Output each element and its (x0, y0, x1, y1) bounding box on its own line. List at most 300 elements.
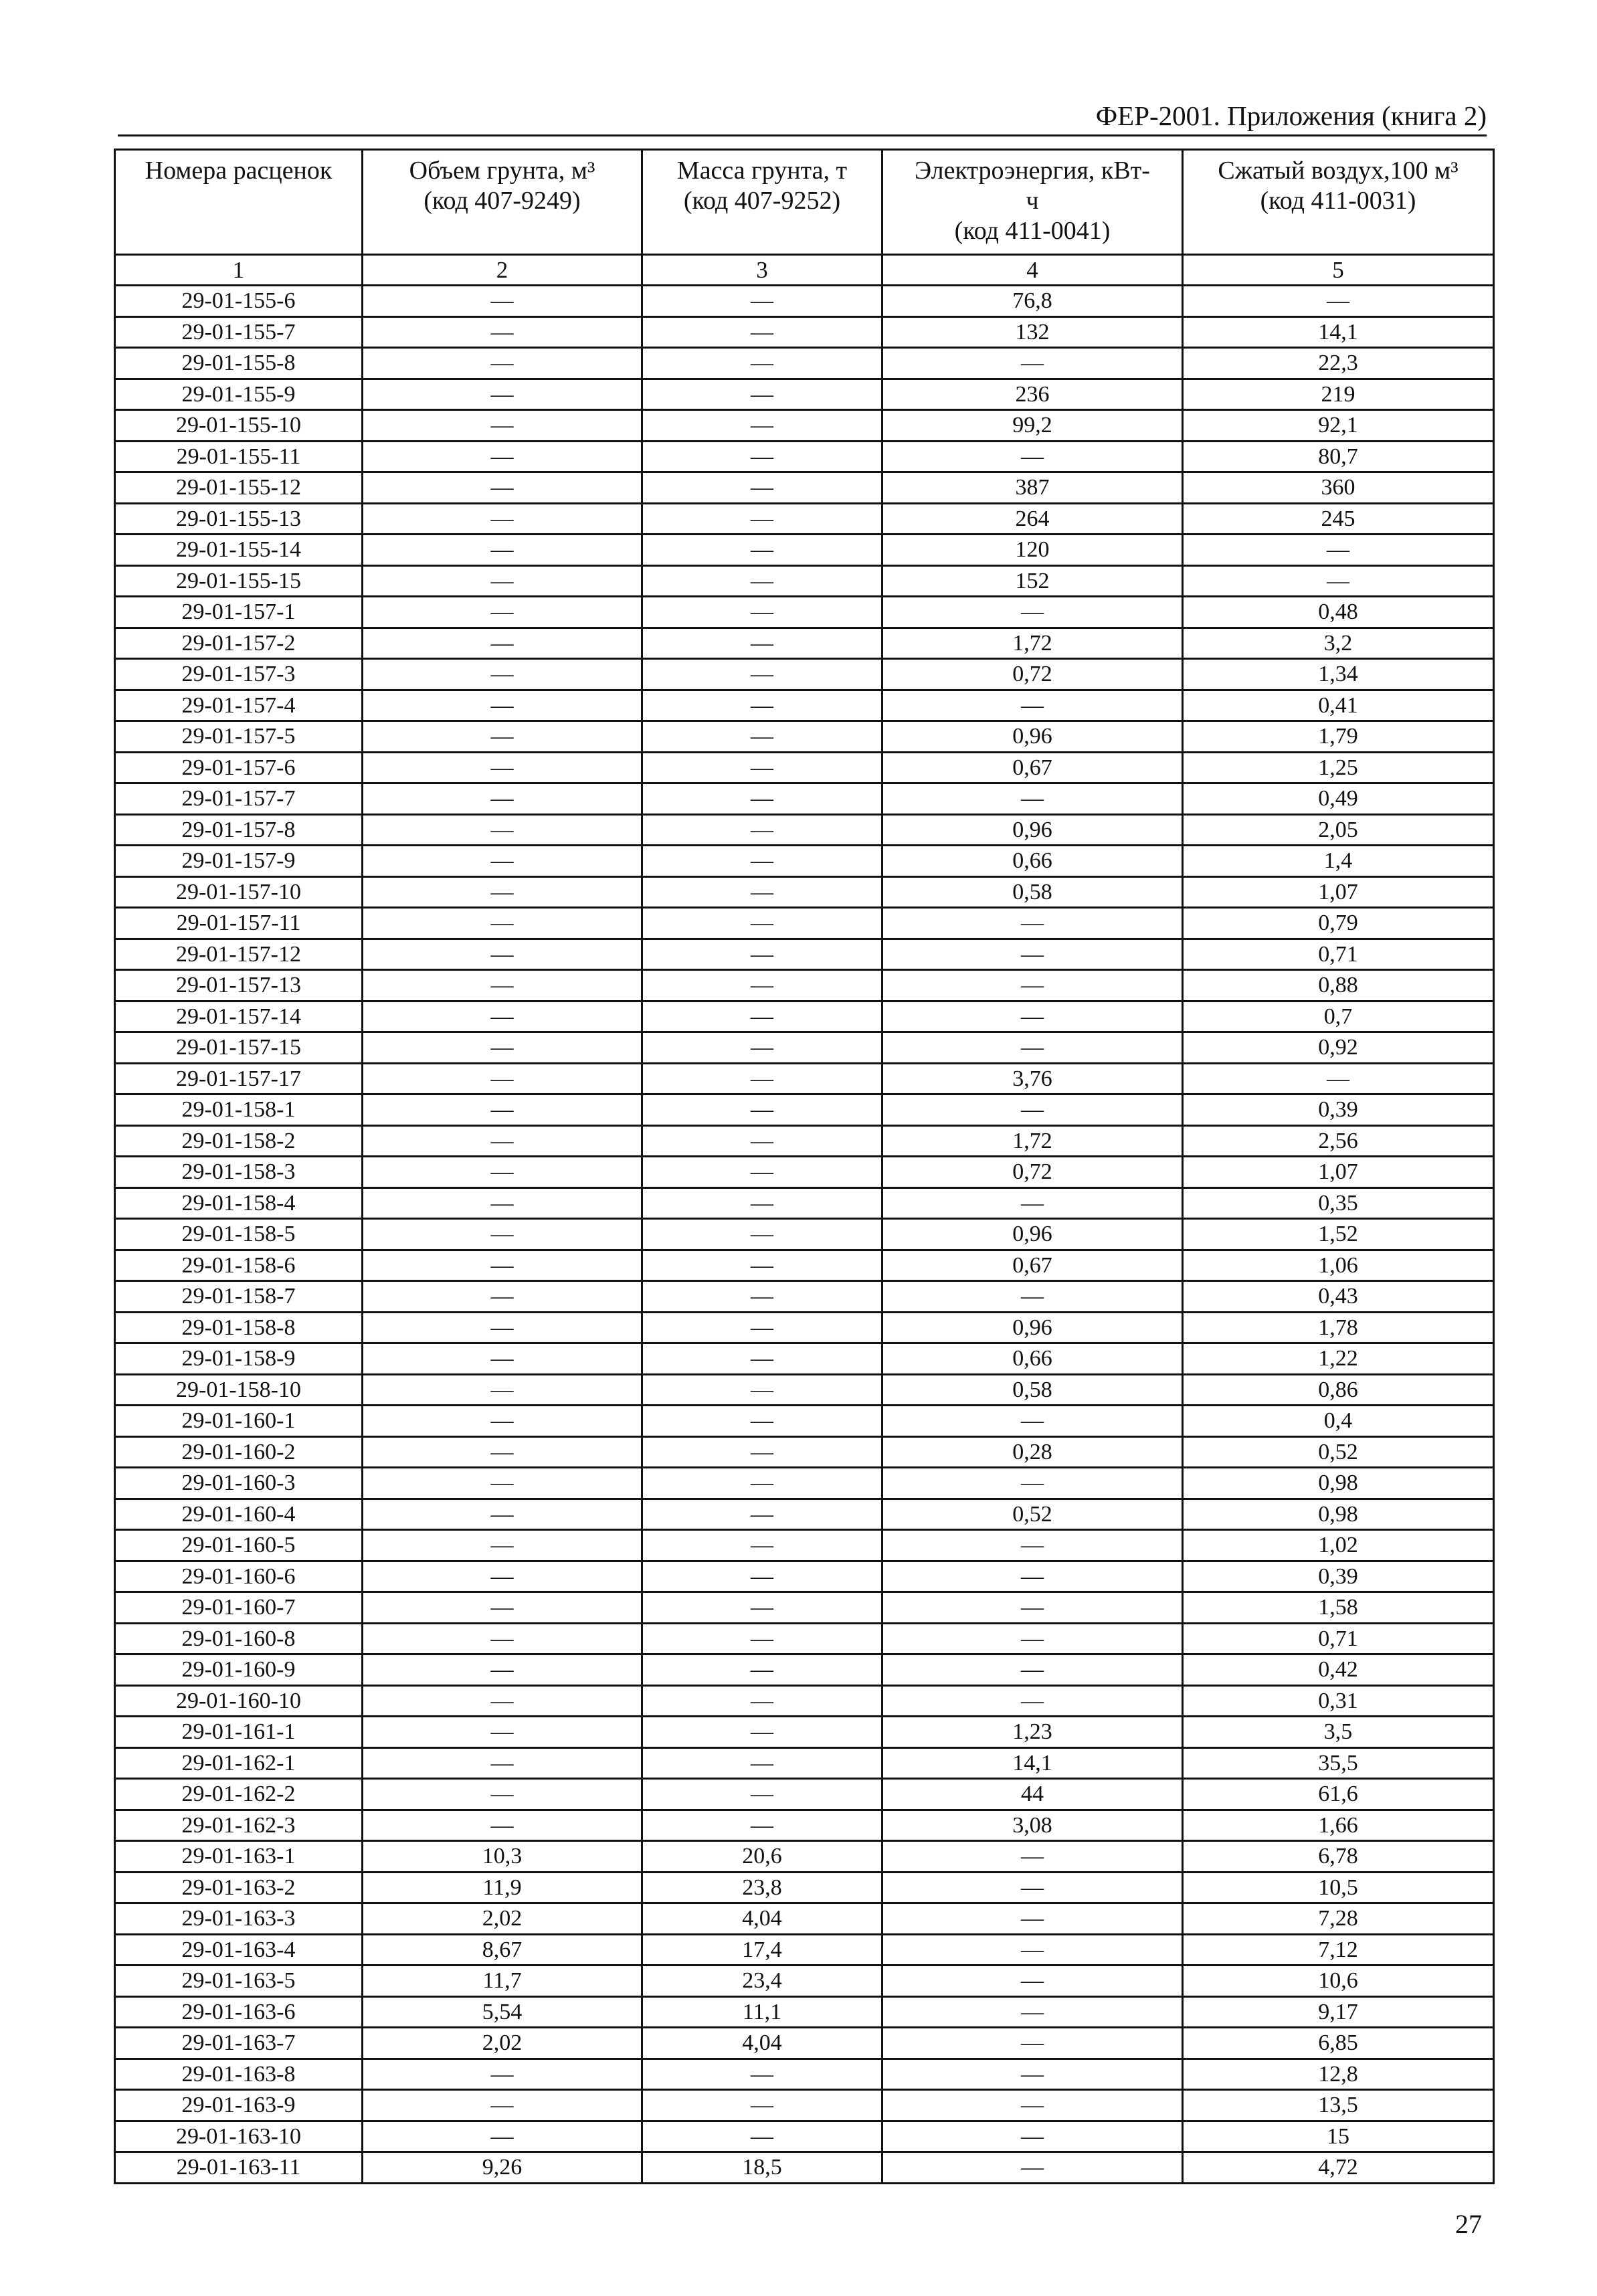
compressed-air-cell: 6,78 (1183, 1841, 1494, 1873)
compressed-air-cell: 6,85 (1183, 2028, 1494, 2059)
soil-mass-cell: — (642, 1250, 882, 1281)
compressed-air-cell: 1,02 (1183, 1530, 1494, 1561)
electricity-cell: — (882, 2059, 1183, 2090)
table-row (115, 1903, 1494, 1935)
soil-mass-cell: 18,5 (642, 2152, 882, 2184)
soil-mass-cell: — (642, 1561, 882, 1592)
table-row (115, 1623, 1494, 1654)
soil-mass-cell: — (642, 659, 882, 690)
soil-volume-cell: — (363, 1717, 642, 1748)
compressed-air-cell: — (1183, 535, 1494, 566)
soil-mass-cell: — (642, 1747, 882, 1779)
soil-volume-cell: — (363, 721, 642, 753)
soil-volume-cell: — (363, 1779, 642, 1810)
soil-volume-cell: — (363, 472, 642, 504)
electricity-cell: 99,2 (882, 410, 1183, 442)
soil-volume-cell: — (363, 1032, 642, 1064)
soil-volume-cell: 2,02 (363, 2028, 642, 2059)
soil-volume-cell: — (363, 535, 642, 566)
electricity-cell: 1,72 (882, 1125, 1183, 1157)
column-number: 2 (363, 255, 642, 286)
electricity-cell: 120 (882, 535, 1183, 566)
rate-number-cell: 29-01-158-10 (115, 1374, 363, 1406)
electricity-cell: — (882, 2121, 1183, 2152)
soil-mass-cell: — (642, 970, 882, 1001)
soil-mass-cell: — (642, 565, 882, 597)
rate-number-cell: 29-01-155-12 (115, 472, 363, 504)
electricity-cell: — (882, 970, 1183, 1001)
compressed-air-cell: 1,58 (1183, 1592, 1494, 1624)
soil-mass-cell: — (642, 1468, 882, 1499)
soil-volume-cell: — (363, 597, 642, 628)
rate-number-cell: 29-01-163-7 (115, 2028, 363, 2059)
electricity-cell: — (882, 1530, 1183, 1561)
soil-volume-cell: — (363, 1250, 642, 1281)
table-row (115, 1468, 1494, 1499)
rate-number-cell: 29-01-158-6 (115, 1250, 363, 1281)
electricity-cell: 76,8 (882, 286, 1183, 317)
compressed-air-cell: 0,48 (1183, 597, 1494, 628)
table-row (115, 1001, 1494, 1032)
soil-volume-cell: 11,7 (363, 1966, 642, 1997)
electricity-cell: — (882, 939, 1183, 970)
page-number: 27 (1455, 2209, 1482, 2239)
rate-number-cell: 29-01-155-13 (115, 503, 363, 535)
soil-volume-cell: — (363, 628, 642, 659)
soil-volume-cell: — (363, 286, 642, 317)
compressed-air-cell: 0,71 (1183, 1623, 1494, 1654)
table-row (115, 1032, 1494, 1064)
soil-mass-cell: — (642, 441, 882, 472)
electricity-cell: — (882, 1281, 1183, 1313)
table-row (115, 752, 1494, 783)
electricity-cell: 152 (882, 565, 1183, 597)
electricity-cell: — (882, 1468, 1183, 1499)
compressed-air-cell: 7,12 (1183, 1934, 1494, 1966)
electricity-cell: 132 (882, 316, 1183, 348)
soil-volume-cell: — (363, 1187, 642, 1219)
column-number: 1 (115, 255, 363, 286)
compressed-air-cell: 360 (1183, 472, 1494, 504)
soil-volume-cell: — (363, 1530, 642, 1561)
soil-mass-cell: — (642, 1436, 882, 1468)
compressed-air-cell: 0,52 (1183, 1436, 1494, 1468)
table-row (115, 2121, 1494, 2152)
soil-volume-cell: — (363, 752, 642, 783)
compressed-air-cell: 0,98 (1183, 1468, 1494, 1499)
electricity-cell: — (882, 1001, 1183, 1032)
compressed-air-cell: 1,66 (1183, 1810, 1494, 1841)
table-row (115, 379, 1494, 410)
soil-volume-cell: — (363, 2121, 642, 2152)
header-rule (118, 134, 1487, 136)
soil-mass-cell: — (642, 2059, 882, 2090)
rate-number-cell: 29-01-157-11 (115, 908, 363, 939)
rate-number-cell: 29-01-158-3 (115, 1157, 363, 1188)
electricity-cell: — (882, 783, 1183, 815)
electricity-cell: — (882, 2090, 1183, 2121)
table-row (115, 1779, 1494, 1810)
table-row (115, 2152, 1494, 2184)
soil-volume-cell: — (363, 2090, 642, 2121)
compressed-air-cell: 1,22 (1183, 1343, 1494, 1375)
soil-mass-cell: — (642, 939, 882, 970)
soil-volume-cell: — (363, 876, 642, 908)
table-row (115, 1654, 1494, 1686)
soil-volume-cell: — (363, 1312, 642, 1343)
compressed-air-cell: 0,71 (1183, 939, 1494, 970)
soil-volume-cell: — (363, 1499, 642, 1530)
soil-volume-cell: — (363, 2059, 642, 2090)
electricity-cell: — (882, 1903, 1183, 1935)
table-row (115, 565, 1494, 597)
rate-number-cell: 29-01-158-8 (115, 1312, 363, 1343)
soil-volume-cell: — (363, 565, 642, 597)
table-row (115, 1841, 1494, 1873)
soil-mass-cell: 4,04 (642, 2028, 882, 2059)
compressed-air-cell: 3,2 (1183, 628, 1494, 659)
table-row (115, 1250, 1494, 1281)
soil-mass-cell: — (642, 1810, 882, 1841)
table-row (115, 1747, 1494, 1779)
rate-number-cell: 29-01-158-1 (115, 1094, 363, 1126)
rate-number-cell: 29-01-157-9 (115, 846, 363, 877)
electricity-cell: — (882, 1094, 1183, 1126)
soil-mass-cell: — (642, 1343, 882, 1375)
compressed-air-cell: 22,3 (1183, 348, 1494, 379)
compressed-air-cell: 0,49 (1183, 783, 1494, 815)
electricity-cell: — (882, 1654, 1183, 1686)
electricity-cell: — (882, 348, 1183, 379)
header-rate-number: Номера расценок (115, 150, 363, 255)
rate-number-cell: 29-01-163-10 (115, 2121, 363, 2152)
column-number: 5 (1183, 255, 1494, 286)
table-row (115, 410, 1494, 442)
soil-mass-cell: — (642, 876, 882, 908)
soil-volume-cell: — (363, 1125, 642, 1157)
rate-number-cell: 29-01-161-1 (115, 1717, 363, 1748)
soil-mass-cell: — (642, 721, 882, 753)
compressed-air-cell: 1,34 (1183, 659, 1494, 690)
table-row (115, 1685, 1494, 1717)
soil-volume-cell: — (363, 1685, 642, 1717)
electricity-cell: 0,72 (882, 1157, 1183, 1188)
electricity-cell: 3,08 (882, 1810, 1183, 1841)
compressed-air-cell: — (1183, 286, 1494, 317)
soil-mass-cell: — (642, 2090, 882, 2121)
compressed-air-cell: 0,31 (1183, 1685, 1494, 1717)
soil-volume-cell: — (363, 814, 642, 846)
compressed-air-cell: 7,28 (1183, 1903, 1494, 1935)
rate-number-cell: 29-01-160-6 (115, 1561, 363, 1592)
electricity-cell: — (882, 908, 1183, 939)
table-row (115, 1157, 1494, 1188)
soil-mass-cell: — (642, 1312, 882, 1343)
compressed-air-cell: 0,39 (1183, 1094, 1494, 1126)
rate-number-cell: 29-01-157-17 (115, 1063, 363, 1094)
table-row (115, 2059, 1494, 2090)
rate-number-cell: 29-01-158-5 (115, 1219, 363, 1250)
compressed-air-cell: 35,5 (1183, 1747, 1494, 1779)
soil-mass-cell: — (642, 1157, 882, 1188)
table-row (115, 1934, 1494, 1966)
electricity-cell: — (882, 441, 1183, 472)
rate-number-cell: 29-01-162-3 (115, 1810, 363, 1841)
compressed-air-cell: 1,07 (1183, 1157, 1494, 1188)
compressed-air-cell: 1,78 (1183, 1312, 1494, 1343)
soil-mass-cell: 4,04 (642, 1903, 882, 1935)
soil-volume-cell: — (363, 1343, 642, 1375)
compressed-air-cell: 61,6 (1183, 1779, 1494, 1810)
compressed-air-cell: 1,25 (1183, 752, 1494, 783)
soil-volume-cell: — (363, 1094, 642, 1126)
table-row (115, 1966, 1494, 1997)
rate-number-cell: 29-01-157-7 (115, 783, 363, 815)
soil-volume-cell: — (363, 441, 642, 472)
soil-volume-cell: — (363, 1810, 642, 1841)
table-row (115, 1810, 1494, 1841)
soil-volume-cell: 5,54 (363, 1996, 642, 2028)
column-number: 3 (642, 255, 882, 286)
electricity-cell: — (882, 1996, 1183, 2028)
electricity-cell: 236 (882, 379, 1183, 410)
soil-volume-cell: — (363, 1157, 642, 1188)
rate-number-cell: 29-01-157-12 (115, 939, 363, 970)
soil-mass-cell: — (642, 628, 882, 659)
compressed-air-cell: 0,79 (1183, 908, 1494, 939)
table-row (115, 690, 1494, 721)
table-row (115, 348, 1494, 379)
soil-mass-cell: — (642, 1592, 882, 1624)
soil-mass-cell: — (642, 908, 882, 939)
electricity-cell: 0,96 (882, 721, 1183, 753)
electricity-cell: 0,96 (882, 1312, 1183, 1343)
soil-mass-cell: — (642, 1063, 882, 1094)
rate-number-cell: 29-01-162-2 (115, 1779, 363, 1810)
rate-number-cell: 29-01-160-3 (115, 1468, 363, 1499)
soil-mass-cell: — (642, 1654, 882, 1686)
table-row (115, 1187, 1494, 1219)
soil-mass-cell: — (642, 503, 882, 535)
compressed-air-cell: 0,4 (1183, 1406, 1494, 1437)
table-row (115, 1530, 1494, 1561)
table-row (115, 1374, 1494, 1406)
compressed-air-cell: 1,79 (1183, 721, 1494, 753)
compressed-air-cell: — (1183, 565, 1494, 597)
electricity-cell: 0,28 (882, 1436, 1183, 1468)
table-row (115, 286, 1494, 317)
soil-volume-cell: — (363, 503, 642, 535)
electricity-cell: 14,1 (882, 1747, 1183, 1779)
rate-number-cell: 29-01-163-3 (115, 1903, 363, 1935)
rate-number-cell: 29-01-158-7 (115, 1281, 363, 1313)
rate-number-cell: 29-01-160-2 (115, 1436, 363, 1468)
compressed-air-cell: — (1183, 1063, 1494, 1094)
soil-mass-cell: 23,4 (642, 1966, 882, 1997)
table-row (115, 535, 1494, 566)
soil-mass-cell: — (642, 752, 882, 783)
rate-number-cell: 29-01-157-15 (115, 1032, 363, 1064)
electricity-cell: — (882, 1032, 1183, 1064)
table-row (115, 1312, 1494, 1343)
soil-volume-cell: 2,02 (363, 1903, 642, 1935)
rate-number-cell: 29-01-160-7 (115, 1592, 363, 1624)
table-header (115, 150, 1494, 286)
table-row (115, 783, 1494, 815)
electricity-cell: 0,96 (882, 1219, 1183, 1250)
electricity-cell: 0,96 (882, 814, 1183, 846)
running-header: ФЕР-2001. Приложения (книга 2) (1095, 100, 1487, 131)
electricity-cell: — (882, 2028, 1183, 2059)
table-body (115, 286, 1494, 2184)
rate-number-cell: 29-01-155-14 (115, 535, 363, 566)
compressed-air-cell: 1,4 (1183, 846, 1494, 877)
electricity-cell: — (882, 1623, 1183, 1654)
table-row (115, 1343, 1494, 1375)
electricity-cell: 1,23 (882, 1717, 1183, 1748)
soil-volume-cell: — (363, 316, 642, 348)
table-row (115, 876, 1494, 908)
electricity-cell: — (882, 1841, 1183, 1873)
table-row (115, 659, 1494, 690)
soil-volume-cell: — (363, 379, 642, 410)
soil-mass-cell: — (642, 1187, 882, 1219)
compressed-air-cell: 1,07 (1183, 876, 1494, 908)
compressed-air-cell: 0,86 (1183, 1374, 1494, 1406)
soil-mass-cell: — (642, 690, 882, 721)
rate-number-cell: 29-01-158-4 (115, 1187, 363, 1219)
column-number: 4 (882, 255, 1183, 286)
soil-volume-cell: — (363, 846, 642, 877)
table-row (115, 1281, 1494, 1313)
rate-number-cell: 29-01-163-4 (115, 1934, 363, 1966)
electricity-cell: — (882, 2152, 1183, 2184)
electricity-cell: — (882, 690, 1183, 721)
table-row (115, 316, 1494, 348)
soil-mass-cell: — (642, 2121, 882, 2152)
electricity-cell: — (882, 1406, 1183, 1437)
compressed-air-cell: 2,05 (1183, 814, 1494, 846)
rate-number-cell: 29-01-155-9 (115, 379, 363, 410)
rate-number-cell: 29-01-160-10 (115, 1685, 363, 1717)
compressed-air-cell: 9,17 (1183, 1996, 1494, 2028)
soil-mass-cell: — (642, 814, 882, 846)
rate-number-cell: 29-01-163-5 (115, 1966, 363, 1997)
table-row (115, 846, 1494, 877)
rate-number-cell: 29-01-157-3 (115, 659, 363, 690)
soil-volume-cell: 11,9 (363, 1872, 642, 1903)
table-row (115, 503, 1494, 535)
rate-number-cell: 29-01-157-4 (115, 690, 363, 721)
table-row (115, 1996, 1494, 2028)
soil-mass-cell: — (642, 1717, 882, 1748)
rate-number-cell: 29-01-157-6 (115, 752, 363, 783)
electricity-cell: — (882, 1966, 1183, 1997)
rate-number-cell: 29-01-157-1 (115, 597, 363, 628)
table-row (115, 441, 1494, 472)
soil-mass-cell: — (642, 316, 882, 348)
soil-volume-cell: — (363, 1219, 642, 1250)
electricity-cell: 0,52 (882, 1499, 1183, 1530)
compressed-air-cell: 0,92 (1183, 1032, 1494, 1064)
soil-volume-cell: — (363, 410, 642, 442)
soil-volume-cell: 8,67 (363, 1934, 642, 1966)
compressed-air-cell: 0,42 (1183, 1654, 1494, 1686)
compressed-air-cell: 92,1 (1183, 410, 1494, 442)
soil-mass-cell: — (642, 379, 882, 410)
rate-number-cell: 29-01-155-6 (115, 286, 363, 317)
soil-volume-cell: — (363, 1561, 642, 1592)
soil-mass-cell: — (642, 597, 882, 628)
soil-volume-cell: — (363, 1406, 642, 1437)
rate-number-cell: 29-01-157-14 (115, 1001, 363, 1032)
soil-mass-cell: — (642, 783, 882, 815)
table-row (115, 1094, 1494, 1126)
soil-mass-cell: — (642, 1001, 882, 1032)
table-row (115, 1592, 1494, 1624)
electricity-cell: 387 (882, 472, 1183, 504)
table-row (115, 1561, 1494, 1592)
compressed-air-cell: 0,43 (1183, 1281, 1494, 1313)
soil-volume-cell: — (363, 1592, 642, 1624)
compressed-air-cell: 15 (1183, 2121, 1494, 2152)
soil-mass-cell: — (642, 1499, 882, 1530)
header-soil-volume: Объем грунта, м³ (код 407-9249) (363, 150, 642, 255)
table-row (115, 1125, 1494, 1157)
table-row (115, 1717, 1494, 1748)
table-row (115, 1406, 1494, 1437)
rate-number-cell: 29-01-155-10 (115, 410, 363, 442)
table-row (115, 2090, 1494, 2121)
compressed-air-cell: 12,8 (1183, 2059, 1494, 2090)
soil-mass-cell: — (642, 1530, 882, 1561)
electricity-cell: — (882, 1685, 1183, 1717)
table-row (115, 1063, 1494, 1094)
table-row (115, 2028, 1494, 2059)
compressed-air-cell: 1,52 (1183, 1219, 1494, 1250)
soil-mass-cell: — (642, 1374, 882, 1406)
rate-number-cell: 29-01-155-15 (115, 565, 363, 597)
soil-volume-cell: — (363, 1623, 642, 1654)
rate-number-cell: 29-01-155-11 (115, 441, 363, 472)
rate-number-cell: 29-01-163-11 (115, 2152, 363, 2184)
electricity-cell: 0,58 (882, 876, 1183, 908)
compressed-air-cell: 1,06 (1183, 1250, 1494, 1281)
electricity-cell: — (882, 1872, 1183, 1903)
electricity-cell: 44 (882, 1779, 1183, 1810)
soil-mass-cell: — (642, 1779, 882, 1810)
soil-volume-cell: — (363, 1468, 642, 1499)
rate-number-cell: 29-01-158-2 (115, 1125, 363, 1157)
rate-number-cell: 29-01-160-5 (115, 1530, 363, 1561)
compressed-air-cell: 0,98 (1183, 1499, 1494, 1530)
soil-mass-cell: — (642, 1094, 882, 1126)
soil-volume-cell: — (363, 939, 642, 970)
soil-mass-cell: 11,1 (642, 1996, 882, 2028)
rate-number-cell: 29-01-160-8 (115, 1623, 363, 1654)
electricity-cell: — (882, 1561, 1183, 1592)
soil-mass-cell: — (642, 1032, 882, 1064)
soil-volume-cell: — (363, 659, 642, 690)
table-row (115, 939, 1494, 970)
electricity-cell: 0,72 (882, 659, 1183, 690)
soil-mass-cell: — (642, 1685, 882, 1717)
table-row (115, 628, 1494, 659)
soil-mass-cell: — (642, 410, 882, 442)
electricity-cell: 0,67 (882, 1250, 1183, 1281)
soil-mass-cell: 17,4 (642, 1934, 882, 1966)
rate-number-cell: 29-01-157-5 (115, 721, 363, 753)
